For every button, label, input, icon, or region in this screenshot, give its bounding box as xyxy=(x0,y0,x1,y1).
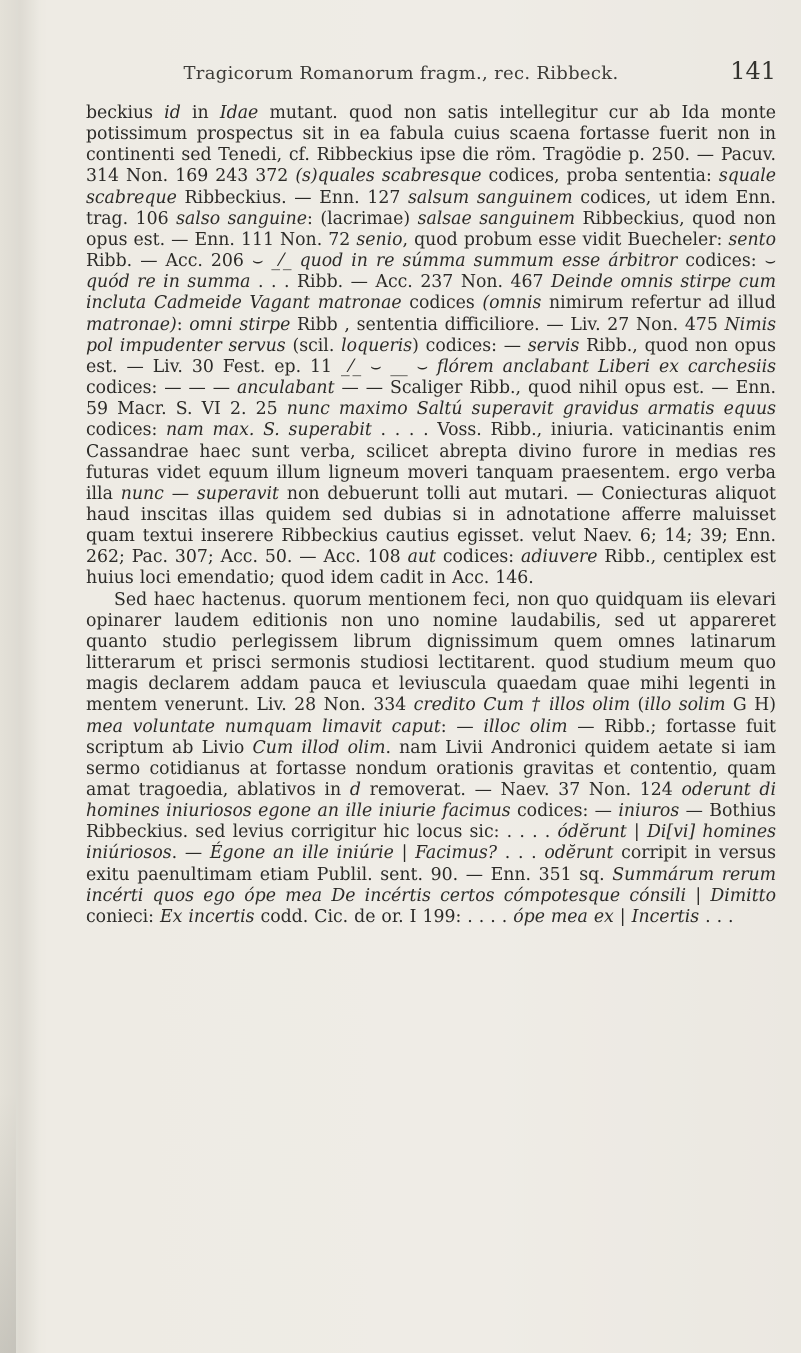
italic-text-run: illoc olim xyxy=(483,716,568,737)
text-run: Ribb , sententia difficiliore. — Liv. 27 Non. 475 xyxy=(290,314,725,335)
italic-text-run: Deinde omnis stirpe cum incluta Cadmeide Vagant matronae xyxy=(86,272,776,314)
italic-text-run: iniuros xyxy=(618,801,680,822)
italic-text-run: sento xyxy=(728,229,776,250)
text-run: — xyxy=(163,483,197,504)
text-run: corripit in versus exitu paenultimam etiam Publil. sent. 90. — Enn. 351 sq. xyxy=(86,843,776,885)
italic-text-run: Dimitto xyxy=(710,885,776,906)
page-number: 141 xyxy=(730,57,776,85)
italic-text-run: senio xyxy=(356,229,403,250)
italic-text-run: salsae sanguinem xyxy=(417,208,576,229)
italic-text-run: credito Cum † illos olim xyxy=(413,695,631,716)
text-run: : — xyxy=(440,716,484,737)
italic-text-run: (omnis xyxy=(482,293,542,314)
italic-text-run: omni stirpe xyxy=(189,314,291,335)
page-edge-shadow xyxy=(0,1093,16,1353)
text-run: | xyxy=(613,906,632,927)
italic-text-run: salsum sanguinem xyxy=(408,187,573,208)
text-run: codices: — — — xyxy=(86,378,237,399)
text-run: beckius xyxy=(86,103,165,123)
italic-text-run: odĕrunt xyxy=(544,843,614,864)
text-run: mutant. quod non satis intellegitur cur ab Ida monte potissimum prospectus sit in ea fabula cuius scaena fortasse fuerit non in continenti sed Tenedi, cf. Ribbeckius ipse die röm. Tragödie p. 250. — Pacuv. 314 Non. 169 243 372 xyxy=(86,103,776,187)
text-run: . nam Livii Andronici quidem aetate si iam sermo cotidianus at fortasse nondum orationis gravitas et contentio, quam amat tragoedia, ablativos in xyxy=(86,737,777,800)
italic-text-run: ódĕrunt xyxy=(557,822,627,843)
italic-text-run: matronae) xyxy=(86,314,177,335)
italic-text-run: (s)quales scabresque xyxy=(295,166,482,187)
italic-text-run: d xyxy=(349,780,361,800)
italic-text-run: Ex incertis xyxy=(160,906,255,927)
text-run: . . . xyxy=(497,843,545,864)
italic-text-run: mea voluntate numquam limavit caput xyxy=(86,716,441,737)
italic-text-run: squale scabreque xyxy=(86,166,776,208)
italic-text-run: oderunt di homines iniuriosos egone an ille iniurie facimus xyxy=(86,780,777,822)
italic-text-run: nam max. S. superabit xyxy=(165,420,372,441)
italic-text-run: Cum illod olim xyxy=(252,737,386,758)
italic-text-run: loqueris xyxy=(341,335,413,356)
text-run: — Ribb.; fortasse fuit scriptum ab Livio xyxy=(86,716,776,758)
italic-text-run: flórem anclabant Liberi ex carchesiis xyxy=(436,356,776,377)
italic-text-run: salso sanguine xyxy=(176,208,308,229)
text-run: | xyxy=(626,822,647,843)
text-run: . — xyxy=(171,843,210,864)
text-run: codices: xyxy=(435,547,522,568)
italic-text-run: nunc xyxy=(120,483,164,504)
text-run: , quod probum esse vidit Buecheler: xyxy=(402,229,729,250)
italic-text-run: servis xyxy=(527,335,580,356)
italic-text-run: Facimus? xyxy=(415,843,498,864)
italic-text-run: Summárum rerum incérti quos ego ópe mea De incértis certos cómpotesque cónsili xyxy=(86,864,776,906)
paragraph-2 xyxy=(86,590,776,929)
text-run: codices xyxy=(401,293,483,314)
italic-text-run: quód re in summa xyxy=(86,272,251,293)
body-text xyxy=(86,103,776,928)
text-run: codd. Cic. de or. I 199: . . . . xyxy=(254,906,514,927)
italic-text-run: Nimis pol impudenter servus xyxy=(86,314,776,356)
italic-text-run: nunc maximo Saltú superavit gravidus armatis equus xyxy=(286,399,776,420)
italic-text-run: Di[vi] homines iniúriosos xyxy=(86,822,776,864)
text-run: | xyxy=(686,885,711,906)
text-run: Ribbeckius. — Enn. 127 xyxy=(176,187,409,208)
text-run: — — Scaliger Ribb., quod nihil opus est. — Enn. 59 Macr. S. VI 2. 25 xyxy=(86,378,776,420)
text-run: . . . xyxy=(699,906,734,927)
text-run: — Bothius Ribbeckius. sed levius corrigitur hic locus sic: . . . . xyxy=(86,801,776,843)
italic-text-run: id xyxy=(164,103,181,123)
text-run: codices, proba sententia: xyxy=(481,166,719,187)
italic-text-run: anculabant xyxy=(237,378,335,399)
text-run: . . . Ribb. — Acc. 237 Non. 467 xyxy=(250,272,551,293)
running-title: Tragicorum Romanorum fragm., rec. Ribbeck. xyxy=(183,63,619,84)
text-run: nimirum refertur ad illud xyxy=(541,293,776,314)
text-run: in xyxy=(180,103,220,123)
text-run: Ribb., centiplex est huius loci emendatio; quod idem cadit in Acc. 146. xyxy=(86,547,776,589)
italic-text-run: superavit xyxy=(196,483,279,504)
italic-text-run: Égone an ille iniúrie xyxy=(209,843,394,864)
page-header xyxy=(86,57,776,91)
italic-text-run: illo solim xyxy=(644,695,726,716)
text-run: Sed haec hactenus. quorum mentionem feci, non quo quidquam iis elevari opinarer laudem editionis non uno nomine laudabilis, sed ut appareret quanto studio perlegissem librum dignissimum quem omnes latinarum litterarum et prisci sermonis studiosi lectitarent. quod studium meum quo magis declarem addam pauca et leviuscula quaedam quae mihi legenti in mentem venerunt. Liv. 28 Non. 334 xyxy=(86,589,776,716)
text-run: . . . . Voss. Ribb., iniuria. vaticinantis enim Cassandrae haec sunt verba, scilicet abrepta divino furore in medias res futuras videt equum illum ligneum moveri tanquam praesentem. ergo verba illa xyxy=(86,420,776,504)
text-run: ( xyxy=(630,695,645,716)
text-run: codices, ut idem Enn. trag. 106 xyxy=(86,187,777,229)
text-run: codices: ⌣ xyxy=(677,251,776,272)
italic-text-run: Incertis xyxy=(631,906,700,927)
text-run: | xyxy=(393,843,416,864)
italic-text-run: quod in re súmma summum esse árbitror xyxy=(299,251,678,272)
text-run: ) codices: — xyxy=(412,335,528,356)
text-run: G H) xyxy=(725,695,776,716)
text-run: Ribb., quod non opus est. — Liv. 30 Fest. ep. 11 _⁄_ ⌣ __ ⌣ xyxy=(86,335,776,377)
paragraph-1 xyxy=(86,103,776,590)
text-run: codices: — xyxy=(510,801,619,822)
text-run: removerat. — Naev. 37 Non. 124 xyxy=(360,780,682,800)
text-run: codices: xyxy=(86,420,166,441)
text-run: : xyxy=(176,314,190,335)
italic-text-run: aut xyxy=(407,547,436,568)
italic-text-run: adiuvere xyxy=(521,547,598,568)
text-run: conieci: xyxy=(86,906,160,927)
text-run: (scil. xyxy=(285,335,342,356)
text-run: : (lacrimae) xyxy=(307,208,418,229)
italic-text-run: Idae xyxy=(219,103,259,123)
italic-text-run: ópe mea ex xyxy=(513,906,614,927)
text-run: Ribbeckius, quod non opus est. — Enn. 111 Non. 72 xyxy=(86,208,776,250)
text-run: non debuerunt tolli aut mutari. — Coniecturas aliquot haud inscitas illas quidem sed dubias si in adnotatione afferre maluisset quam textui inserere Ribbeckius cautius egisset. velut Naev. 6; 14; 39; Enn. 262; Pac. 307; Acc. 50. — Acc. 108 xyxy=(86,483,776,568)
text-run: Ribb. — Acc. 206 ⌣ _⁄_ xyxy=(86,251,300,272)
